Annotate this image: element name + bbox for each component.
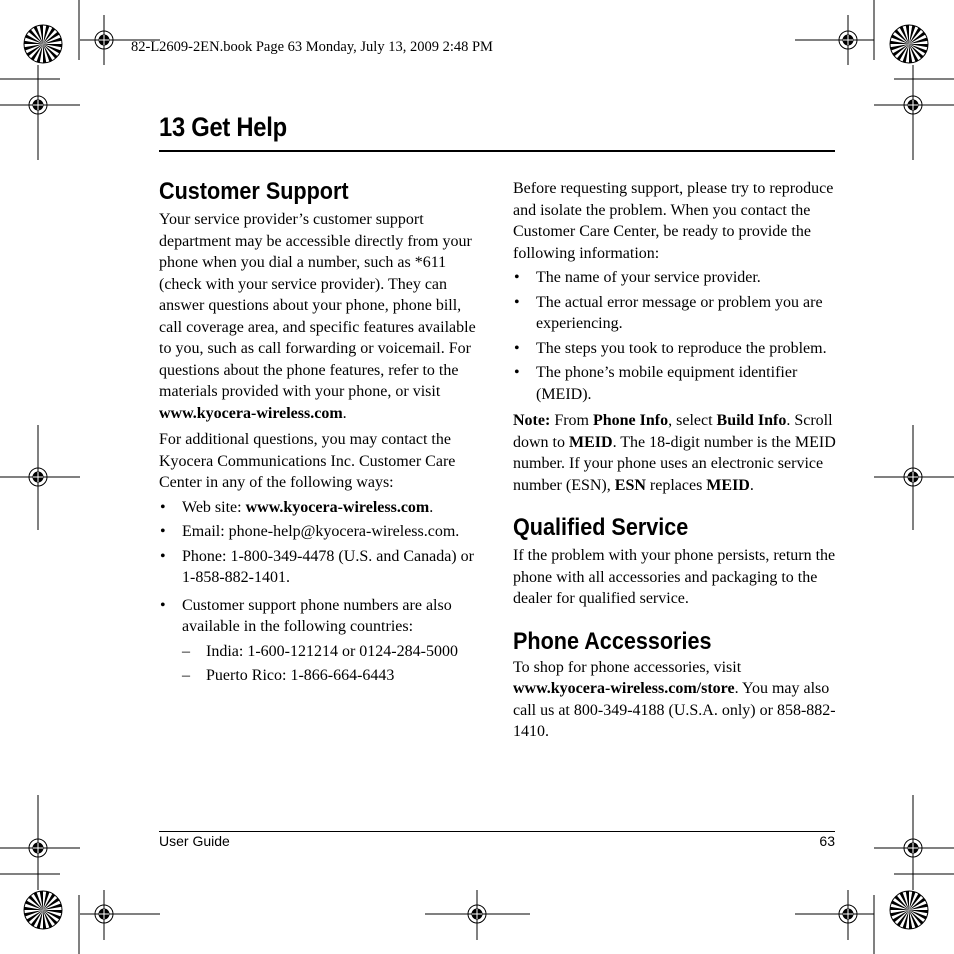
list-item: • Phone: 1-800-349-4478 (U.S. and Canada) or 1-858-882-1401. bbox=[159, 546, 481, 589]
list-item: • The phone’s mobile equipment identifier (MEID). bbox=[513, 362, 837, 405]
footer-rule bbox=[159, 831, 835, 832]
additional-questions-paragraph: For additional questions, you may contact the Kyocera Communications Inc. Customer Care Center in any of the following ways: bbox=[159, 431, 456, 491]
country-numbers-list bbox=[182, 641, 481, 687]
qualified-service-paragraph: If the problem with your phone persists, return the phone with all accessories and packaging to the dealer for qualified service. bbox=[513, 547, 836, 607]
qualified-service-heading: Qualified Service bbox=[513, 514, 689, 541]
contact-methods-list bbox=[159, 497, 481, 687]
store-link[interactable]: www.kyocera-wireless.com/store bbox=[513, 680, 735, 697]
list-item: – India: 1-600-121214 or 0124-284-5000 bbox=[182, 641, 481, 663]
list-item: • Customer support phone numbers are also available in the following countries: – India: 1-600-121214 or 0124-284-5000 – Puerto Rico: 1-866-664-6443 bbox=[159, 595, 481, 687]
list-item: – Puerto Rico: 1-866-664-6443 bbox=[182, 665, 481, 687]
print-stamp: 82-L2609-2EN.book Page 63 Monday, July 13, 2009 2:48 PM bbox=[131, 39, 493, 55]
customer-support-paragraph: Your service provider’s customer support department may be accessible directly from your phone when you dial a number, such as *611 (check with your service provider). They can answer questions about your phone, phone bill, call coverage area, and specific features available to you, such as call forwarding or voicemail. For questions about the phone features, refer to the materials provided with your phone, or visit www.kyocera-wireless.com. bbox=[159, 211, 476, 422]
chapter-title: 13 Get Help bbox=[159, 112, 287, 142]
left-column bbox=[159, 178, 481, 687]
customer-support-heading: Customer Support bbox=[159, 178, 349, 205]
list-item: • The steps you took to reproduce the problem. bbox=[513, 338, 837, 360]
chapter-rule bbox=[159, 150, 835, 152]
kyocera-website-link[interactable]: www.kyocera-wireless.com bbox=[159, 404, 343, 422]
required-info-list bbox=[513, 267, 837, 405]
list-item: • The name of your service provider. bbox=[513, 267, 837, 289]
website-link[interactable]: www.kyocera-wireless.com bbox=[245, 498, 430, 516]
before-support-paragraph: Before requesting support, please try to reproduce and isolate the problem. When you contact the Customer Care Center, be ready to provide the following information: bbox=[513, 180, 834, 262]
list-item: • Email: phone-help@kyocera-wireless.com. bbox=[159, 521, 481, 543]
list-item: • Web site: www.kyocera-wireless.com. bbox=[159, 497, 481, 519]
phone-accessories-paragraph: To shop for phone accessories, visit www.kyocera-wireless.com/store. You may also call us at 800-349-4188 (U.S.A. only) or 858-882-1410. bbox=[513, 658, 836, 740]
meid-note: Note: From Phone Info, select Build Info. Scroll down to MEID. The 18-digit number is the MEID number. If your phone uses an electronic service number (ESN), ESN replaces MEID. bbox=[513, 412, 836, 494]
footer-title: User Guide bbox=[159, 833, 230, 849]
page-number: 63 bbox=[819, 833, 835, 849]
right-column bbox=[513, 178, 837, 743]
list-item: • The actual error message or problem you are experiencing. bbox=[513, 292, 837, 335]
phone-accessories-heading: Phone Accessories bbox=[513, 627, 712, 655]
